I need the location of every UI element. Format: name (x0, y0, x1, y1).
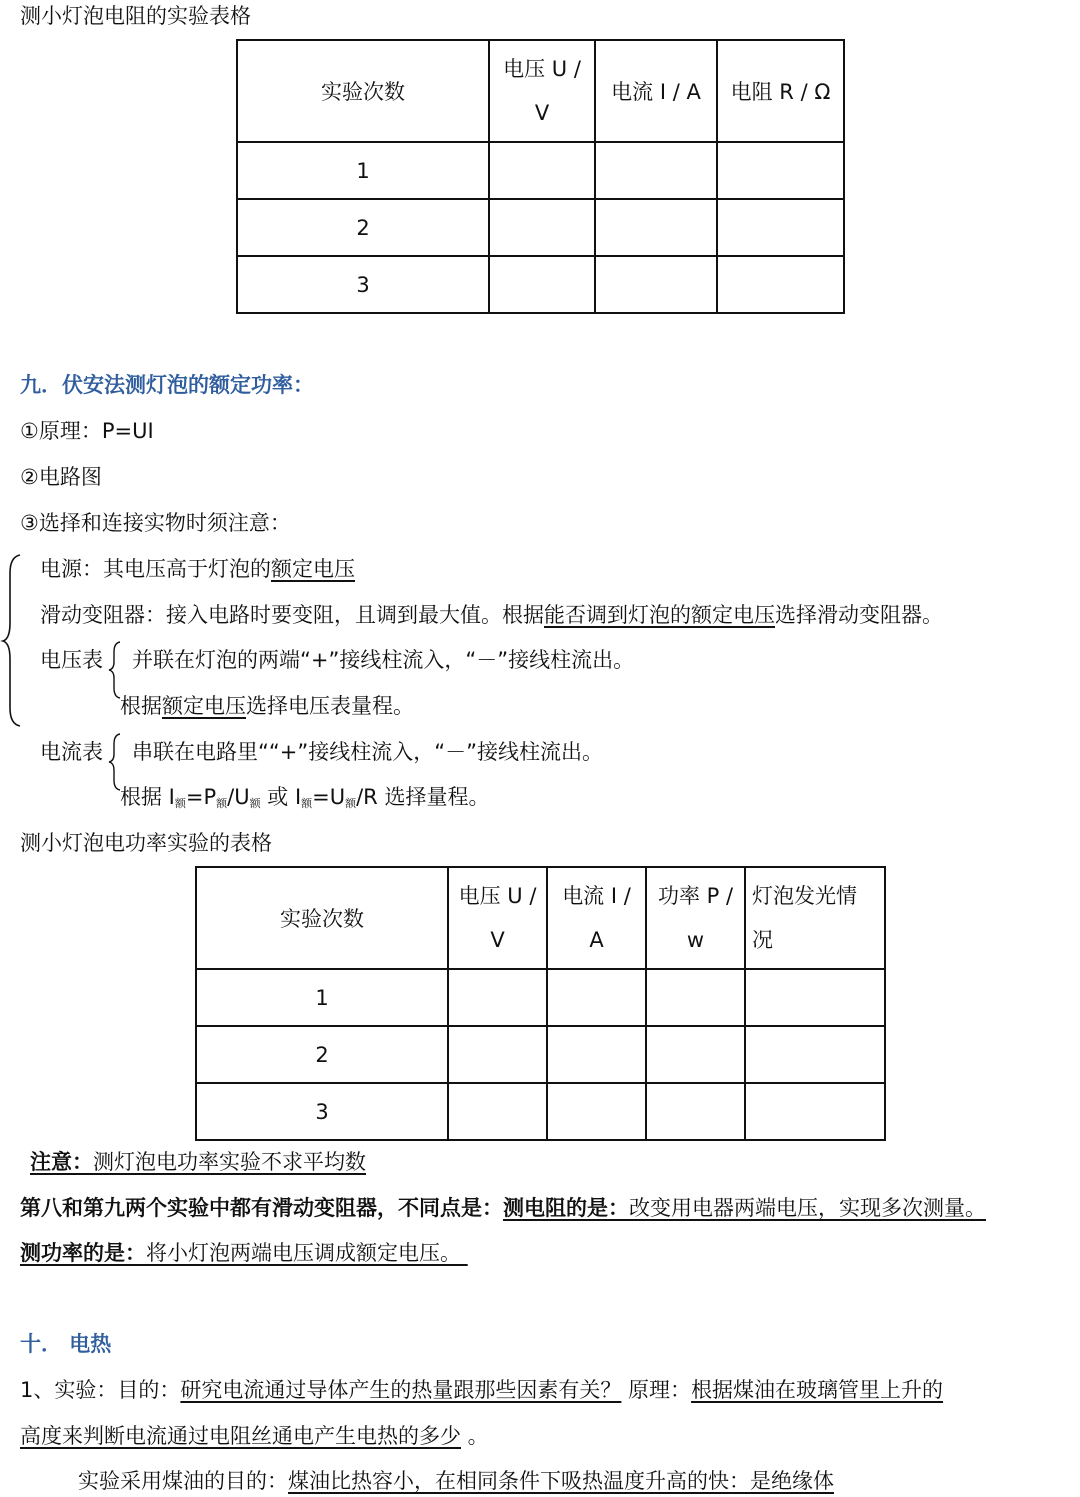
table-cell (745, 1026, 885, 1083)
table-cell: 2 (237, 199, 489, 256)
table-header-resistance: 电阻 R / Ω (717, 40, 844, 142)
voltmeter-label: 电压表 (40, 648, 103, 672)
small-brace-icon (106, 640, 122, 700)
table-cell: 3 (237, 256, 489, 313)
table-cell (595, 142, 717, 199)
notice-line: ③选择和连接实物时须注意： (20, 511, 291, 535)
table-header-voltage: 电压 U / V (448, 867, 547, 969)
table-cell (646, 969, 745, 1026)
table-header-current: 电流 I / A (547, 867, 646, 969)
heat-experiment-line3: 实验采用煤油的目的：煤油比热容小，在相同条件下吸热温度升高的快：是绝缘体 (78, 1469, 834, 1493)
table-header-voltage: 电压 U / V (489, 40, 595, 142)
table-cell (448, 1026, 547, 1083)
table1-title: 测小灯泡电阻的实验表格 (20, 4, 251, 28)
ammeter-line2: 根据 $I_额=P_额/U_额$ 或 $I_额=U_额/R$ 选择量程。 (120, 785, 490, 810)
table-cell: 2 (196, 1026, 448, 1083)
brace-icon (0, 553, 24, 728)
table-cell (717, 199, 844, 256)
table-cell (448, 969, 547, 1026)
power-table (195, 866, 886, 1141)
table-header-trials: 实验次数 (196, 867, 448, 969)
section9-heading: 九．伏安法测灯泡的额定功率： (20, 373, 314, 397)
table-cell: 3 (196, 1083, 448, 1140)
table-row (196, 969, 885, 1026)
principle-line: ①原理：P=UI (20, 419, 154, 443)
table-row (237, 142, 844, 199)
table2-title: 测小灯泡电功率实验的表格 (20, 831, 272, 855)
section10-heading: 十． 电热 (20, 1332, 112, 1356)
table-cell: 1 (237, 142, 489, 199)
table-cell (717, 142, 844, 199)
table-cell (646, 1083, 745, 1140)
table-cell: 1 (196, 969, 448, 1026)
table-header-current: 电流 I / A (595, 40, 717, 142)
resistance-table (236, 39, 845, 314)
table-row (237, 199, 844, 256)
table-cell (646, 1026, 745, 1083)
ammeter-line1: 串联在电路里““+”接线柱流入，“－”接线柱流出。 (132, 740, 603, 764)
table-cell (547, 1083, 646, 1140)
table-cell (745, 969, 885, 1026)
table-cell (717, 256, 844, 313)
table-cell (489, 199, 595, 256)
table-header-power: 功率 P / w (646, 867, 745, 969)
voltmeter-line1: 并联在灯泡的两端“+”接线柱流入，“－”接线柱流出。 (132, 648, 635, 672)
heat-experiment-line2: 高度来判断电流通过电阻丝通电产生电热的多少 。 (20, 1424, 489, 1448)
table-cell (448, 1083, 547, 1140)
table-row (237, 256, 844, 313)
table-header-brightness: 灯泡发光情 况 (745, 867, 885, 969)
heat-experiment-line1: 1、实验：目的：研究电流通过导体产生的热量跟那些因素有关？ 原理：根据煤油在玻璃管里上升的 (20, 1378, 944, 1402)
ammeter-label: 电流表 (40, 740, 103, 764)
note-average: 注意：测灯泡电功率实验不求平均数 (30, 1150, 366, 1174)
table-row (196, 1083, 885, 1140)
table-cell (547, 1026, 646, 1083)
table-cell (489, 142, 595, 199)
table-cell (489, 256, 595, 313)
rheostat-line: 滑动变阻器：接入电路时要变阻，且调到最大值。根据能否调到灯泡的额定电压选择滑动变阻器。 (40, 603, 943, 627)
table-cell (595, 256, 717, 313)
table-cell (595, 199, 717, 256)
small-brace-icon (106, 732, 122, 792)
table-cell (745, 1083, 885, 1140)
power-source-line: 电源：其电压高于灯泡的额定电压 (40, 557, 355, 581)
circuit-line: ②电路图 (20, 465, 102, 489)
table-row (196, 1026, 885, 1083)
note-power: 测功率的是：将小灯泡两端电压调成额定电压。 (20, 1241, 461, 1265)
note-difference: 第八和第九两个实验中都有滑动变阻器，不同点是：测电阻的是：改变用电器两端电压，实现多次测量。 (20, 1196, 986, 1220)
voltmeter-line2: 根据额定电压选择电压表量程。 (120, 694, 414, 718)
table-header-trials: 实验次数 (237, 40, 489, 142)
table-cell (547, 969, 646, 1026)
